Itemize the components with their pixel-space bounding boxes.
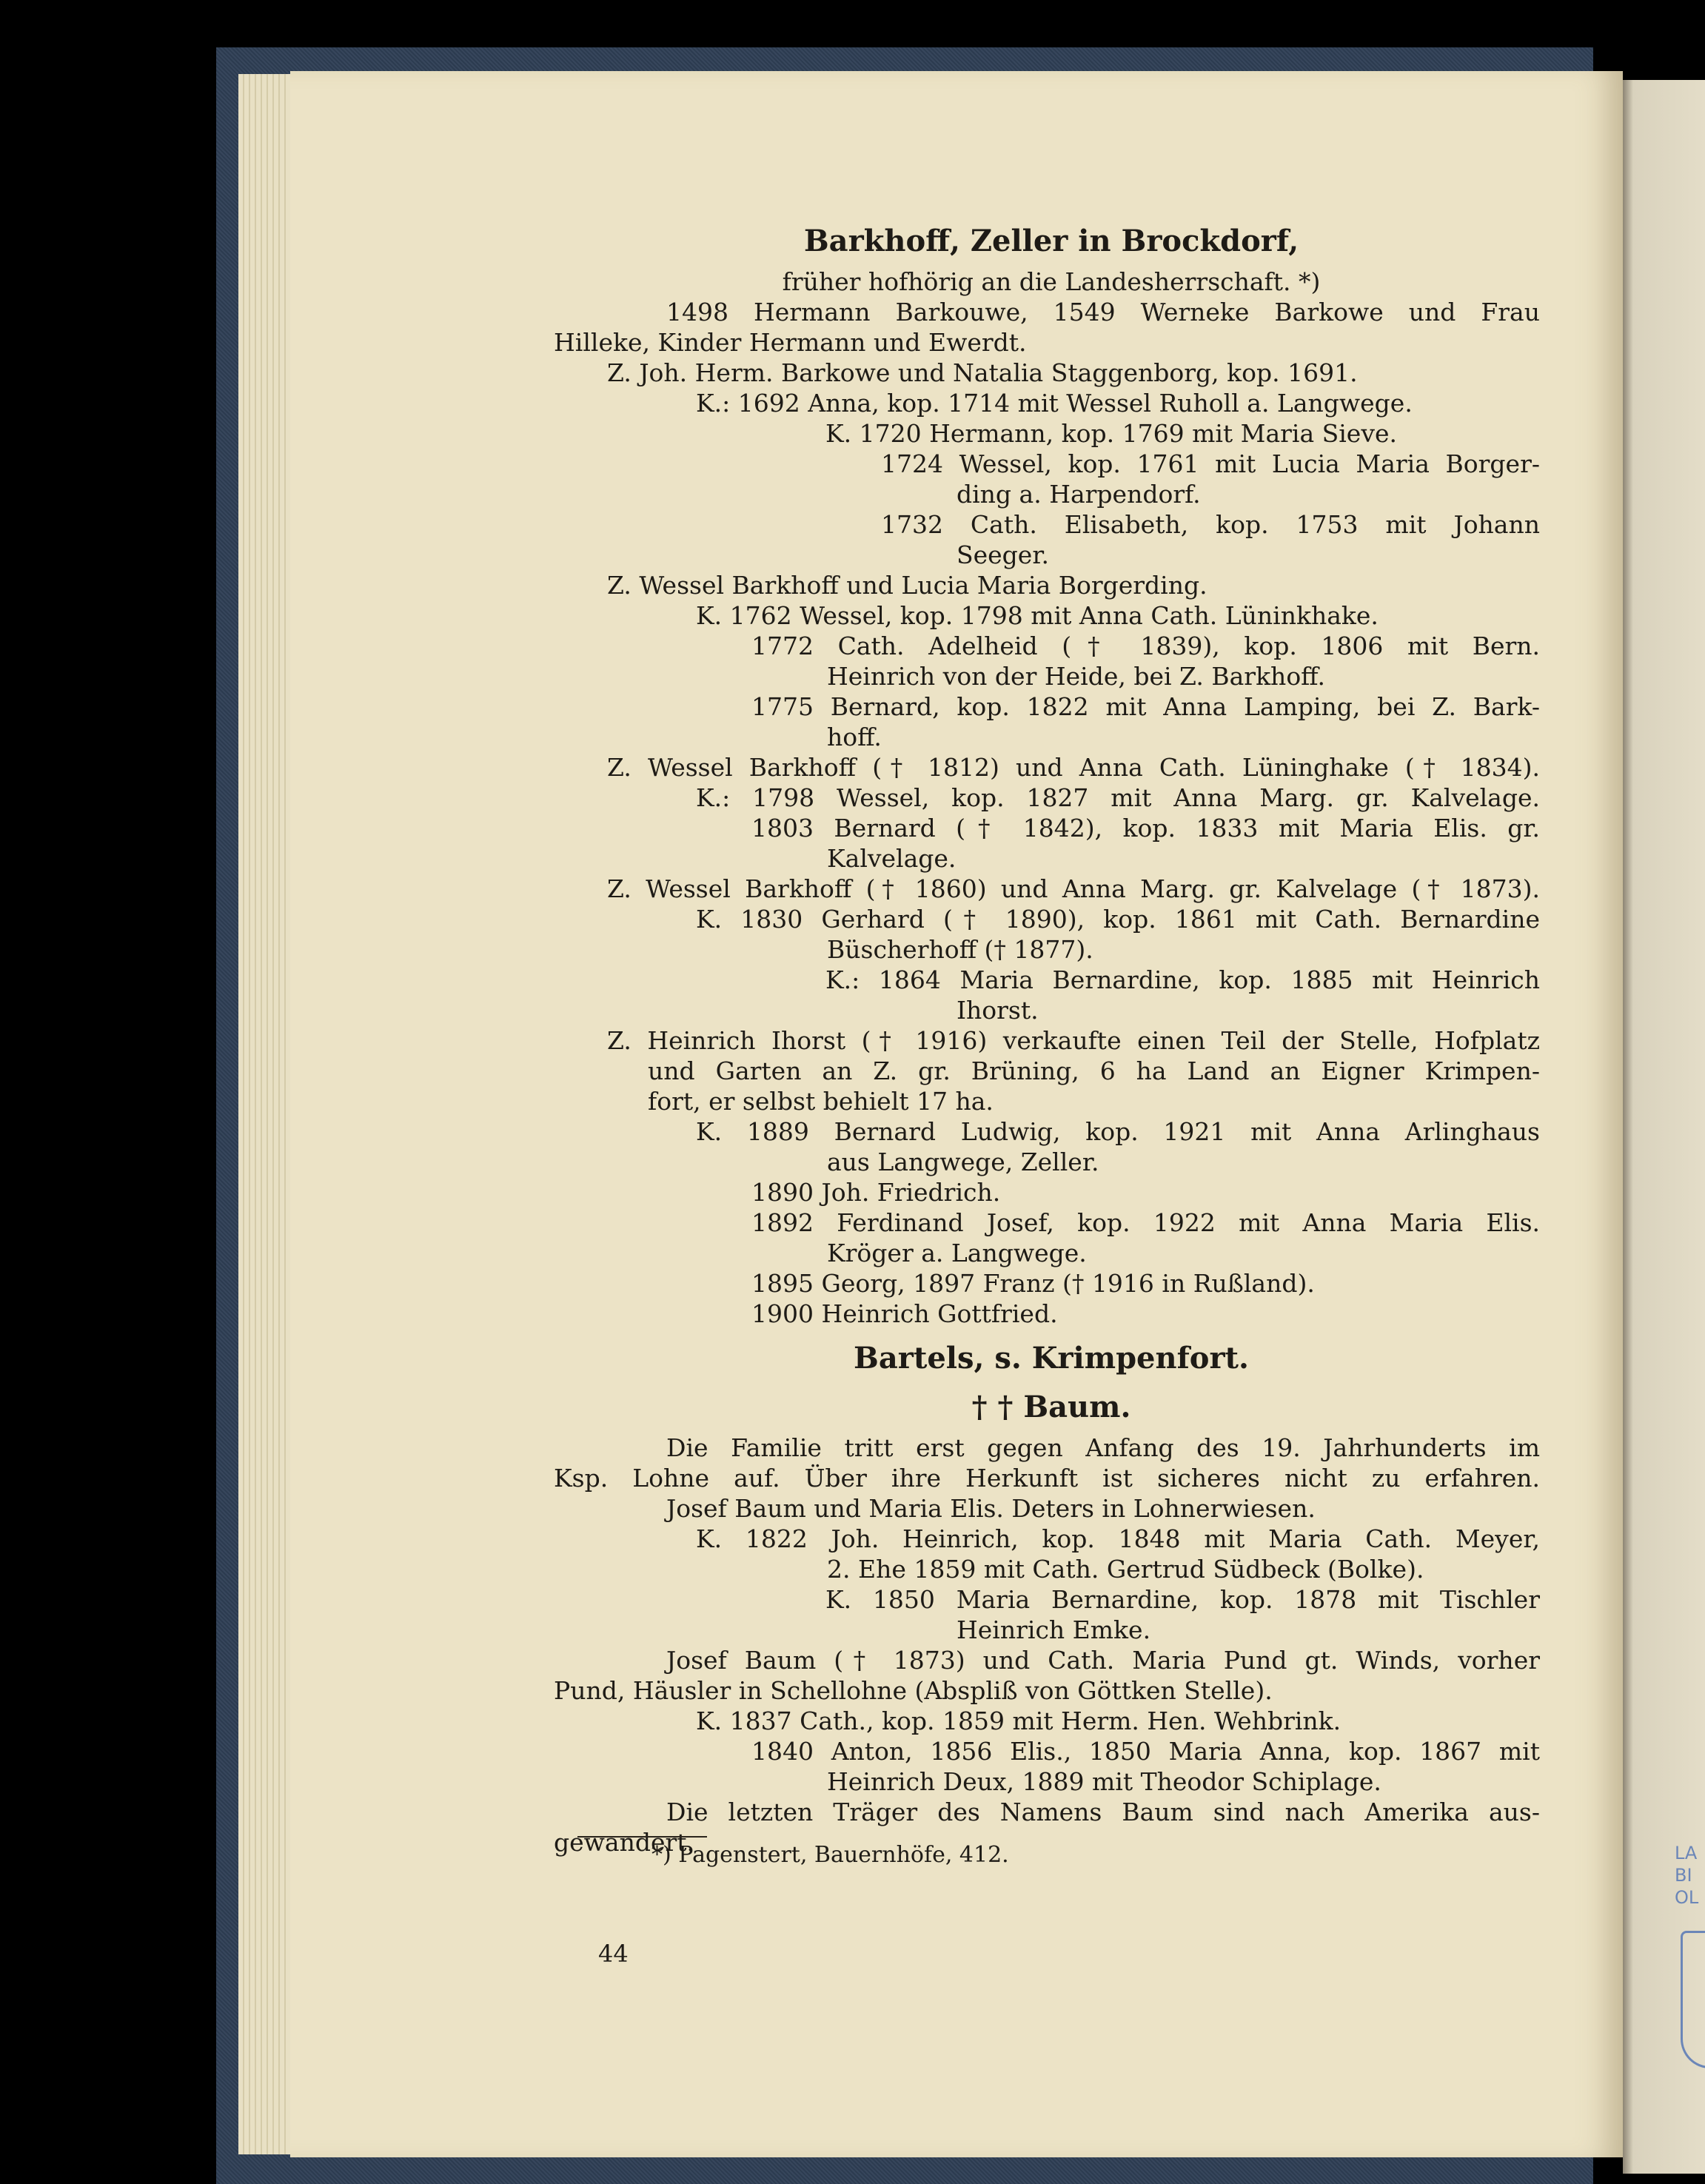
page-text xyxy=(554,222,1540,1858)
text-line: Ksp. Lohne auf. Über ihre Herkunft ist sicheres nicht zu erfahren. xyxy=(554,1464,1540,1493)
text-line: 1724 Wessel, kop. 1761 mit Lucia Maria Borger- xyxy=(881,449,1540,478)
text-line: Seeger. xyxy=(957,540,1049,569)
text-line: Kalvelage. xyxy=(827,844,957,873)
stamp-text-1: LA xyxy=(1675,1843,1698,1863)
text-line: 1775 Bernard, kop. 1822 mit Anna Lamping, bei Z. Bark- xyxy=(751,692,1540,721)
text-line: Heinrich von der Heide, bei Z. Barkhoff. xyxy=(827,662,1325,691)
text-line: Heinrich Emke. xyxy=(957,1615,1151,1644)
text-line: hoff. xyxy=(827,723,882,751)
text-line: K.: 1864 Maria Bernardine, kop. 1885 mit Heinrich xyxy=(825,965,1540,994)
page-number: 44 xyxy=(598,1940,629,1968)
footnote: *) Pagenstert, Bauernhöfe, 412. xyxy=(651,1842,1009,1868)
section-heading: Barkhoff, Zeller in Brockdorf, xyxy=(803,224,1299,258)
text-line: 1895 Georg, 1897 Franz († 1916 in Rußland). xyxy=(751,1269,1315,1298)
text-line: Z. Wessel Barkhoff († 1860) und Anna Marg. gr. Kalvelage († 1873). xyxy=(607,874,1540,903)
text-line: K.: 1692 Anna, kop. 1714 mit Wessel Ruholl a. Langwege. xyxy=(696,389,1413,418)
text-line: 1892 Ferdinand Josef, kop. 1922 mit Anna Maria Elis. xyxy=(751,1208,1540,1237)
text-line: K. 1822 Joh. Heinrich, kop. 1848 mit Maria Cath. Meyer, xyxy=(696,1524,1540,1553)
text-line: Josef Baum († 1873) und Cath. Maria Pund gt. Winds, vorher xyxy=(666,1646,1540,1675)
stamp-text-3: OL xyxy=(1675,1887,1699,1908)
text-line: Heinrich Deux, 1889 mit Theodor Schiplage. xyxy=(827,1767,1381,1796)
text-line: Z. Heinrich Ihorst († 1916) verkaufte einen Teil der Stelle, Hofplatz xyxy=(607,1026,1540,1055)
text-line: 1840 Anton, 1856 Elis., 1850 Maria Anna, kop. 1867 mit xyxy=(751,1737,1540,1766)
text-line: K. 1837 Cath., kop. 1859 mit Herm. Hen. Wehbrink. xyxy=(696,1706,1341,1735)
text-line: Die Familie tritt erst gegen Anfang des 19. Jahrhunderts im xyxy=(666,1433,1540,1462)
text-line: K. 1850 Maria Bernardine, kop. 1878 mit Tischler xyxy=(825,1585,1540,1614)
text-line: früher hofhörig an die Landesherrschaft. *) xyxy=(782,267,1321,296)
text-line: K. 1762 Wessel, kop. 1798 mit Anna Cath. Lüninkhake. xyxy=(696,601,1379,630)
text-line: K.: 1798 Wessel, kop. 1827 mit Anna Marg. gr. Kalvelage. xyxy=(696,783,1540,812)
text-line: aus Langwege, Zeller. xyxy=(827,1148,1099,1176)
text-line: fort, er selbst behielt 17 ha. xyxy=(648,1087,994,1116)
section-heading: † † Baum. xyxy=(971,1390,1131,1424)
text-line: 1732 Cath. Elisabeth, kop. 1753 mit Johann xyxy=(881,510,1540,539)
text-line: K. 1889 Bernard Ludwig, kop. 1921 mit Anna Arlinghaus xyxy=(696,1117,1540,1146)
text-line: Z. Wessel Barkhoff und Lucia Maria Borgerding. xyxy=(607,571,1207,600)
text-line: 1803 Bernard († 1842), kop. 1833 mit Maria Elis. gr. xyxy=(751,814,1540,843)
library-stamp xyxy=(1675,1842,1705,2079)
footnote-block xyxy=(570,1827,1547,1868)
text-line: Hilleke, Kinder Hermann und Ewerdt. xyxy=(554,328,1027,357)
text-line: Pund, Häusler in Schellohne (Abspliß von Göttken Stelle). xyxy=(554,1676,1273,1705)
text-line: Die letzten Träger des Namens Baum sind nach Amerika aus- xyxy=(666,1798,1540,1826)
stamp-text-2: BI xyxy=(1675,1865,1692,1886)
text-line: K. 1720 Hermann, kop. 1769 mit Maria Sieve. xyxy=(825,419,1397,448)
text-line: Kröger a. Langwege. xyxy=(827,1239,1087,1267)
text-line: 1890 Joh. Friedrich. xyxy=(751,1178,1001,1207)
text-line: 1900 Heinrich Gottfried. xyxy=(751,1299,1058,1328)
text-line: und Garten an Z. gr. Brüning, 6 ha Land an Eigner Krimpen- xyxy=(648,1056,1540,1085)
text-line: Z. Joh. Herm. Barkowe und Natalia Staggenborg, kop. 1691. xyxy=(607,358,1358,387)
text-line: 1498 Hermann Barkouwe, 1549 Werneke Barkowe und Frau xyxy=(666,298,1540,326)
text-line: Büscherhoff († 1877). xyxy=(827,935,1093,964)
footnote-rule xyxy=(577,1836,707,1838)
page-edges xyxy=(238,74,290,2154)
text-line: Josef Baum und Maria Elis. Deters in Lohnerwiesen. xyxy=(666,1494,1316,1523)
shield-icon xyxy=(1681,1931,1705,2069)
text-line: ding a. Harpendorf. xyxy=(957,480,1201,509)
section-heading: Bartels, s. Krimpenfort. xyxy=(854,1341,1249,1376)
text-line: 2. Ehe 1859 mit Cath. Gertrud Südbeck (Bolke). xyxy=(827,1555,1424,1584)
text-line: 1772 Cath. Adelheid († 1839), kop. 1806 mit Bern. xyxy=(751,632,1540,660)
text-line: Ihorst. xyxy=(957,996,1039,1025)
text-line: K. 1830 Gerhard († 1890), kop. 1861 mit Cath. Bernardine xyxy=(696,905,1540,934)
text-line: Z. Wessel Barkhoff († 1812) und Anna Cath. Lüninghake († 1834). xyxy=(607,753,1540,782)
text-line: gewandert. xyxy=(554,1828,695,1857)
